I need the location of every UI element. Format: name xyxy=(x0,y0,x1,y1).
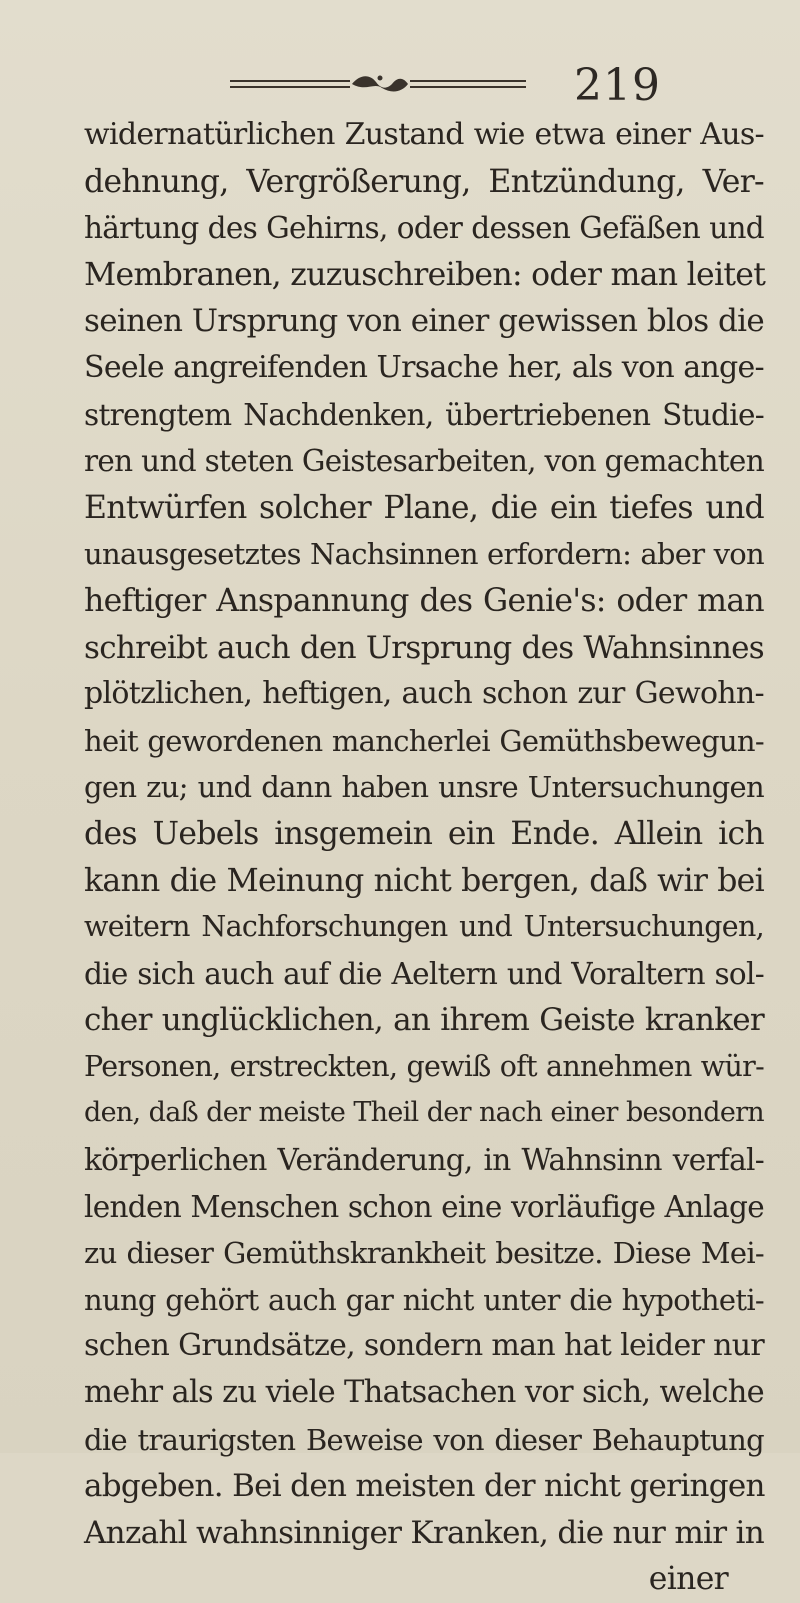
text-line: Personen, erstreckten, gewiß oft annehmen wür- xyxy=(84,1049,764,1083)
text-line: weitern Nachforschungen und Untersuchungen, xyxy=(84,910,764,944)
text-line: strengtem Nachdenken, übertriebenen Studie- xyxy=(84,397,764,432)
text-line: plötzlichen, heftigen, auch schon zur Gewohn- xyxy=(84,676,764,712)
text-line: seinen Ursprung von einer gewissen blos die xyxy=(84,303,764,340)
text-line: ren und steten Geistesarbeiten, von gemachten xyxy=(84,444,764,479)
text-line: schreibt auch den Ursprung des Wahnsinnes xyxy=(84,629,764,666)
text-line: härtung des Gehirns, oder dessen Gefäßen und xyxy=(84,211,764,246)
text-line: nung gehört auch gar nicht unter die hypotheti- xyxy=(84,1282,764,1317)
text-line: heit gewordenen mancherlei Gemüthsbewegun- xyxy=(84,723,764,758)
text-line: Anzahl wahnsinniger Kranken, die nur mir in xyxy=(84,1514,764,1551)
text-line: abgeben. Bei den meisten der nicht geringen xyxy=(84,1468,765,1505)
text-line: widernatürlichen Zustand wie etwa einer Aus- xyxy=(84,117,764,152)
text-line: schen Grundsätze, sondern man hat leider nur xyxy=(84,1328,764,1364)
text-line: des Uebels insgemein ein Ende. Allein ich xyxy=(84,815,764,852)
page-number: 219 xyxy=(574,60,661,111)
body-text xyxy=(84,112,764,1603)
catchword: einer xyxy=(648,1561,728,1598)
text-line: mehr als zu viele Thatsachen vor sich, welche xyxy=(84,1375,764,1411)
text-line: gen zu; und dann haben unsre Untersuchungen xyxy=(84,770,764,805)
text-line: die sich auch auf die Aeltern und Voraltern sol- xyxy=(84,956,764,991)
text-line: unausgesetztes Nachsinnen erfordern: aber von xyxy=(84,537,764,572)
text-line: den, daß der meiste Theil der nach einer besondern xyxy=(84,1097,764,1129)
text-line: lenden Menschen schon eine vorläufige Anlage xyxy=(84,1189,764,1224)
text-line: die traurigsten Beweise von dieser Behauptung xyxy=(84,1422,764,1457)
text-line: kann die Meinung nicht bergen, daß wir bei xyxy=(84,862,764,899)
text-line: heftiger Anspannung des Genie's: oder man xyxy=(84,582,764,619)
text-line: cher unglücklichen, an ihrem Geiste kranker xyxy=(84,1002,764,1039)
text-line: Membranen, zuzuschreiben: oder man leitet xyxy=(84,256,766,293)
text-line: dehnung, Vergrößerung, Entzündung, Ver- xyxy=(84,163,764,200)
text-line: körperlichen Veränderung, in Wahnsinn verfal- xyxy=(84,1143,764,1178)
text-line: zu dieser Gemüthskrankheit besitze. Diese Mei- xyxy=(84,1236,764,1271)
text-line: Seele angreifenden Ursache her, als von ange- xyxy=(84,349,764,385)
text-line: Entwürfen solcher Plane, die ein tiefes und xyxy=(84,489,764,526)
header-ornament xyxy=(228,72,528,96)
